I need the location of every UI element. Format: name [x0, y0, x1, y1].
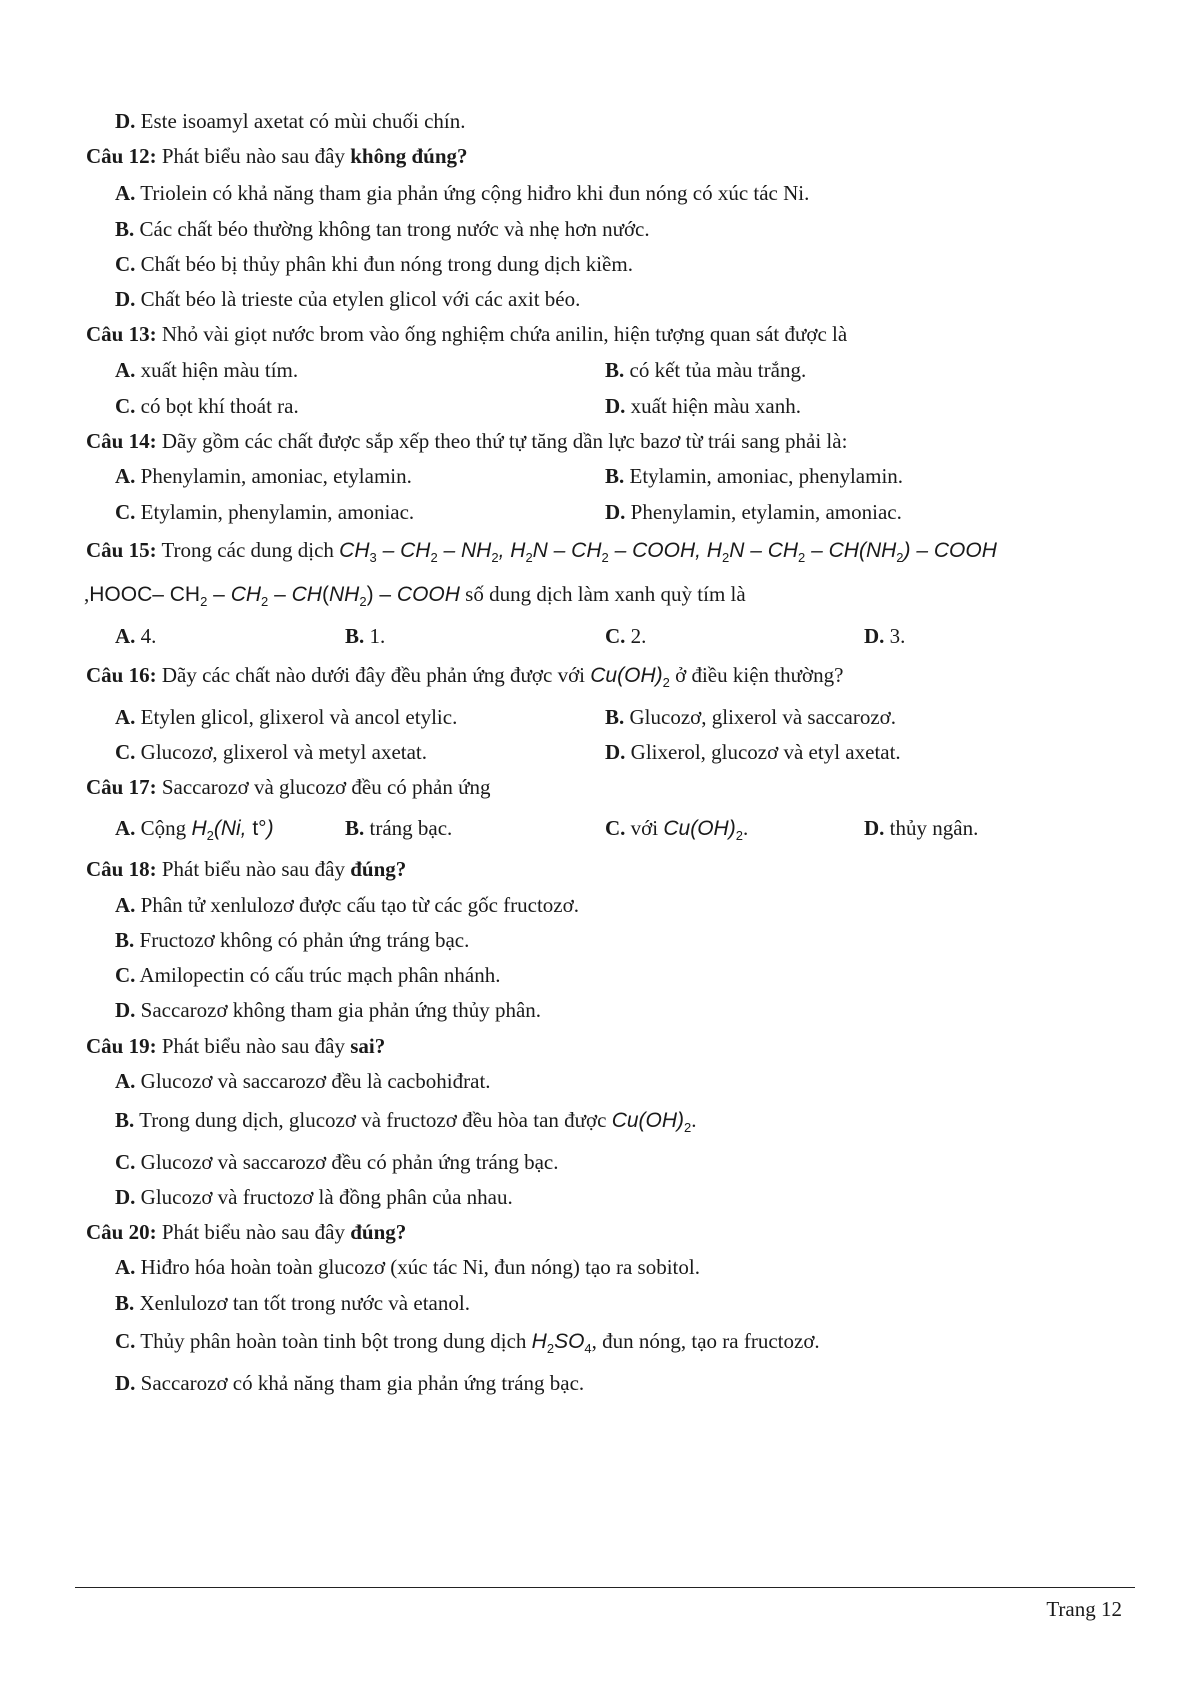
option-label: D.	[115, 1185, 136, 1209]
question-label: Câu 20:	[86, 1220, 157, 1244]
option-label: C.	[115, 1150, 136, 1174]
option-text: tráng bạc.	[364, 816, 453, 840]
formula-list-1: $CH_3 - CH_2 - NH_2$, $H_2N - CH_2$ – COOH, $H_2N - CH_2 - CH(NH_2)$ – COOH	[339, 539, 997, 565]
option-label: A.	[115, 624, 136, 648]
option-text: Glucozơ và saccarozơ đều là cacbohiđrat.	[135, 1069, 491, 1093]
q20-option-d	[115, 1370, 584, 1396]
q15-option-a	[115, 623, 156, 649]
option-text: 1.	[364, 624, 386, 648]
option-text: Etylen glicol, glixerol và ancol etylic.	[135, 705, 458, 729]
q18-option-c	[115, 962, 500, 988]
option-label: A.	[115, 464, 136, 488]
option-text: Este isoamyl axetat có mùi chuối chín.	[135, 109, 466, 133]
option-label: B.	[605, 358, 625, 382]
question-19	[86, 1033, 385, 1059]
question-15-line-2	[84, 581, 746, 615]
option-label: C.	[115, 740, 136, 764]
q12-option-d	[115, 286, 580, 312]
formula-glutamic-acid: HOOC– $CH_2 - CH_2 - CH(NH_2)$ – COOH	[89, 583, 460, 609]
q14-option-a	[115, 463, 412, 489]
option-text: Fructozơ không có phản ứng tráng bạc.	[134, 928, 470, 952]
option-label: A.	[115, 1069, 136, 1093]
page-number: Trang 12	[1046, 1597, 1122, 1621]
question-text: Dãy gồm các chất được sắp xếp theo thứ tự tăng dần lực bazơ từ trái sang phải là:	[156, 429, 848, 453]
q17-option-b	[345, 815, 452, 841]
option-text: xuất hiện màu xanh.	[625, 394, 801, 418]
q19-option-b: B. Trong dung dịch, glucozơ và fructozơ đều hòa tan được $Cu(OH)_2$.	[115, 1108, 697, 1135]
option-label: C.	[115, 1329, 136, 1353]
q20-option-b	[115, 1290, 470, 1316]
option-label: A.	[115, 893, 136, 917]
option-label: B.	[605, 705, 625, 729]
option-label: B.	[345, 624, 365, 648]
question-text: Phát biểu nào sau đây	[156, 144, 351, 168]
question-17	[86, 774, 490, 800]
question-15	[86, 537, 997, 571]
q12-option-c	[115, 251, 633, 277]
option-label: A.	[115, 816, 136, 840]
option-label: C.	[115, 963, 136, 987]
question-16	[86, 662, 843, 696]
option-label: B.	[115, 1291, 135, 1315]
footer-divider	[75, 1587, 1135, 1588]
q18-option-b	[115, 927, 469, 953]
question-emphasis: sai?	[350, 1034, 386, 1058]
q20-option-a	[115, 1254, 700, 1280]
question-label: Câu 13:	[86, 322, 157, 346]
option-text-tail: , đun nóng, tạo ra fructozơ.	[591, 1329, 820, 1353]
q18-option-a	[115, 892, 579, 918]
option-text: Phenylamin, amoniac, etylamin.	[135, 464, 412, 488]
question-label: Câu 12:	[86, 144, 157, 168]
question-text: Phát biểu nào sau đây	[156, 857, 351, 881]
option-text: xuất hiện màu tím.	[135, 358, 299, 382]
q15-option-d	[864, 623, 905, 649]
question-text-tail: số dung dịch làm xanh quỳ tím là	[459, 582, 746, 606]
formula-cu-oh-2: $Cu(OH)_2$	[611, 1109, 692, 1135]
option-text: Etylamin, phenylamin, amoniac.	[135, 500, 415, 524]
option-text: 2.	[625, 624, 647, 648]
q20-option-c	[115, 1328, 820, 1362]
q17-option-a	[115, 815, 274, 849]
q16-option-d	[605, 739, 901, 765]
option-text: Saccarozơ không tham gia phản ứng thủy phân.	[135, 998, 542, 1022]
option-label: D.	[605, 394, 626, 418]
option-label: D.	[605, 740, 626, 764]
formula-h2-ni: $H_2(Ni$, t°)	[191, 817, 274, 843]
option-text: Phân tử xenlulozơ được cấu tạo từ các gốc fructozơ.	[135, 893, 579, 917]
option-label: A.	[115, 1255, 136, 1279]
option-text: Amilopectin có cấu trúc mạch phân nhánh.	[135, 963, 501, 987]
q13-option-a	[115, 357, 298, 383]
option-text: thủy ngân.	[884, 816, 979, 840]
option-label: D.	[864, 624, 885, 648]
option-text: Etylamin, amoniac, phenylamin.	[624, 464, 904, 488]
option-text: với	[625, 816, 664, 840]
option-label: A.	[115, 181, 136, 205]
option-text: có bọt khí thoát ra.	[135, 394, 299, 418]
question-18	[86, 856, 406, 882]
option-text: Glucozơ, glixerol và saccarozơ.	[624, 705, 897, 729]
question-text: Nhỏ vài giọt nước brom vào ống nghiệm chứa anilin, hiện tượng quan sát được là	[156, 322, 848, 346]
question-text: Phát biểu nào sau đây	[156, 1220, 351, 1244]
question-label: Câu 19:	[86, 1034, 157, 1058]
option-text: Thủy phân hoàn toàn tinh bột trong dung dịch	[135, 1329, 532, 1353]
option-text: Chất béo bị thủy phân khi đun nóng trong dung dịch kiềm.	[135, 252, 633, 276]
option-text: Saccarozơ có khả năng tham gia phản ứng tráng bạc.	[135, 1371, 585, 1395]
question-20	[86, 1219, 406, 1245]
formula-h2so4: $H_2SO_4$	[531, 1330, 592, 1356]
option-text: Triolein có khả năng tham gia phản ứng cộng hiđro khi đun nóng có xúc tác Ni.	[135, 181, 810, 205]
option-text: Hiđro hóa hoàn toàn glucozơ (xúc tác Ni, đun nóng) tạo ra sobitol.	[135, 1255, 700, 1279]
option-text: Xenlulozơ tan tốt trong nước và etanol.	[134, 1291, 470, 1315]
question-label: Câu 15:	[86, 538, 157, 562]
option-text: Cộng	[135, 816, 192, 840]
option-label: B.	[115, 217, 135, 241]
q19-option-c	[115, 1149, 559, 1175]
option-text: Trong dung dịch, glucozơ và fructozơ đều hòa tan được	[134, 1108, 612, 1132]
option-text: Glucozơ, glixerol và metyl axetat.	[135, 740, 428, 764]
option-label: D.	[115, 1371, 136, 1395]
question-text-tail: ở điều kiện thường?	[669, 663, 844, 687]
option-label: D.	[605, 500, 626, 524]
option-text: 4.	[135, 624, 157, 648]
option-text: Glucozơ và saccarozơ đều có phản ứng tráng bạc.	[135, 1150, 559, 1174]
option-label: A.	[115, 358, 136, 382]
option-label: C.	[115, 500, 136, 524]
option-text: 3.	[884, 624, 906, 648]
option-label: D.	[115, 109, 136, 133]
option-text: Chất béo là trieste của etylen glicol với các axit béo.	[135, 287, 581, 311]
q14-option-c	[115, 499, 414, 525]
q13-option-c	[115, 393, 299, 419]
option-label: C.	[605, 624, 626, 648]
option-label: D.	[115, 287, 136, 311]
formula-cu-oh-2: $Cu(OH)_2$	[663, 817, 743, 843]
q17-option-c: C. với $Cu(OH)_2$.	[605, 816, 749, 843]
q13-option-d	[605, 393, 801, 419]
q16-option-b	[605, 704, 896, 730]
question-label: Câu 14:	[86, 429, 157, 453]
question-label: Câu 18:	[86, 857, 157, 881]
q19-option-d	[115, 1184, 513, 1210]
q16-option-c	[115, 739, 427, 765]
q11-option-d	[115, 108, 466, 134]
q14-option-d	[605, 499, 902, 525]
option-label: B.	[115, 1108, 135, 1132]
question-text: Dãy các chất nào dưới đây đều phản ứng được với	[156, 663, 591, 687]
option-label: C.	[115, 394, 136, 418]
option-label: B.	[345, 816, 365, 840]
question-12	[86, 143, 468, 169]
question-13	[86, 321, 847, 347]
option-label: D.	[864, 816, 885, 840]
q16-option-a	[115, 704, 457, 730]
question-emphasis: không đúng?	[350, 144, 468, 168]
question-text: Phát biểu nào sau đây	[156, 1034, 351, 1058]
question-emphasis: đúng?	[350, 1220, 407, 1244]
question-emphasis: đúng?	[350, 857, 407, 881]
question-14	[86, 428, 847, 454]
option-label: B.	[115, 928, 135, 952]
q12-option-a	[115, 180, 809, 206]
question-label: Câu 16:	[86, 663, 157, 687]
option-label: C.	[115, 252, 136, 276]
option-label: D.	[115, 998, 136, 1022]
option-text: Glixerol, glucozơ và etyl axetat.	[625, 740, 901, 764]
q15-option-b	[345, 623, 385, 649]
option-label: C.	[605, 816, 626, 840]
q12-option-b	[115, 216, 650, 242]
question-label: Câu 17:	[86, 775, 157, 799]
q13-option-b	[605, 357, 806, 383]
question-text: Saccarozơ và glucozơ đều có phản ứng	[156, 775, 491, 799]
q14-option-b	[605, 463, 903, 489]
option-text: Các chất béo thường không tan trong nước và nhẹ hơn nước.	[134, 217, 650, 241]
option-label: A.	[115, 705, 136, 729]
option-label: B.	[605, 464, 625, 488]
q19-option-a	[115, 1068, 491, 1094]
separator: ,	[84, 582, 90, 606]
question-text: Trong các dung dịch	[156, 538, 340, 562]
q18-option-d	[115, 997, 541, 1023]
option-text: có kết tủa màu trắng.	[624, 358, 807, 382]
option-text: Phenylamin, etylamin, amoniac.	[625, 500, 902, 524]
formula-cu-oh-2: $Cu(OH)_2$	[590, 664, 670, 690]
q17-option-d	[864, 815, 978, 841]
option-text: Glucozơ và fructozơ là đồng phân của nhau.	[135, 1185, 513, 1209]
q15-option-c	[605, 623, 646, 649]
